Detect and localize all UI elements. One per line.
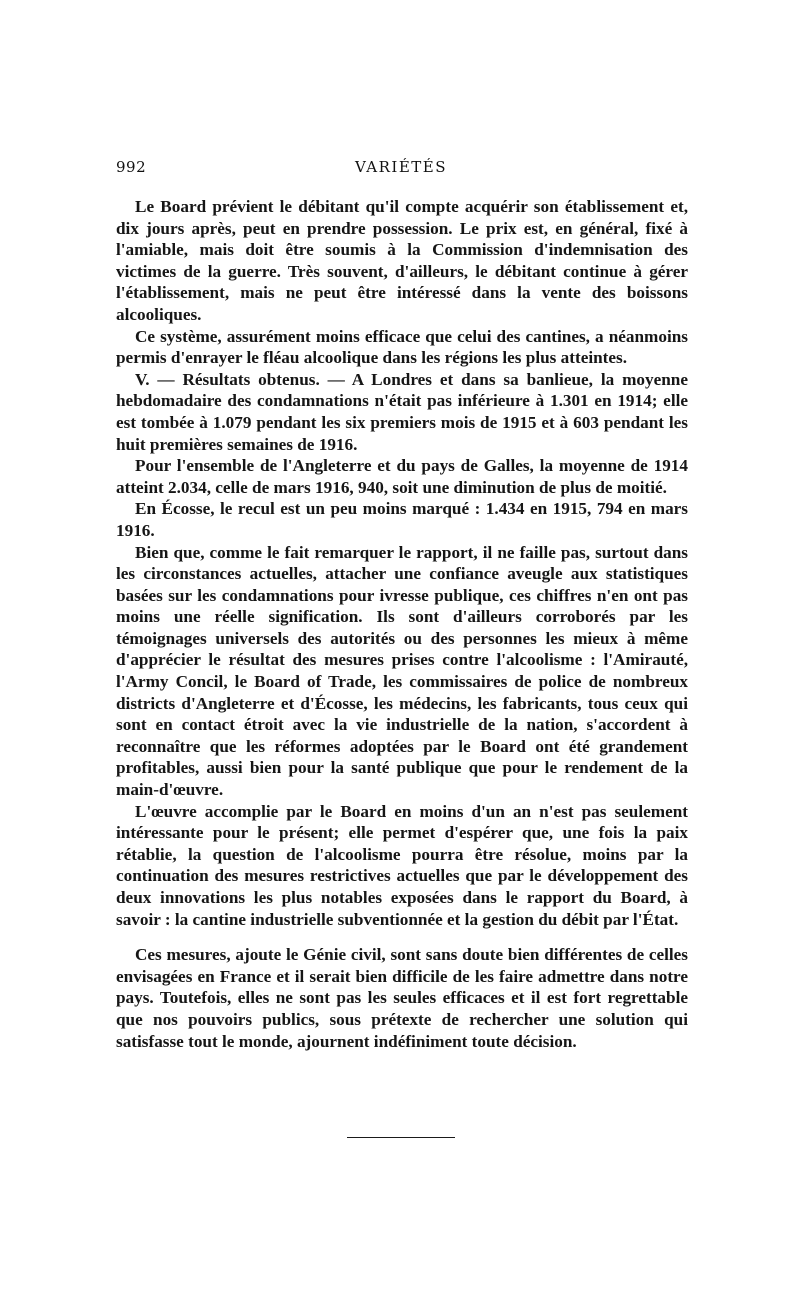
paragraph: Bien que, comme le fait remarquer le rapport, il ne faille pas, surtout dans les circonstances actuelles, attacher une confiance aveugle aux statistiques basées sur les condamnations pour ivresse publique, ces chiffres n'en ont pas moins une réelle signification. Ils sont d'ailleurs corroborés par les témoignages universels des autorités ou des personnes les mieux à même d'apprécier le résultat des mesures prises contre l'alcoolisme : l'Amirauté, l'Army Concil, le Board of Trade, les commissaires de police de nombreux districts d'Angleterre et d'Écosse, les médecins, les fabricants, tous ceux qui sont en contact étroit avec la vie industrielle de la nation, s'accordent à reconnaître que les réformes adoptées par le Board ont été grandement profitables, aussi bien pour la santé publique que pour le rendement de la main-d'œuvre. [116,542,688,800]
page-number: 992 [116,158,147,176]
article-body [116,196,688,1052]
paragraph: V. — Résultats obtenus. — A Londres et dans sa banlieue, la moyenne hebdomadaire des condamnations n'était pas inférieure à 1.301 en 1914; elle est tombée à 1.079 pendant les six premiers mois de 1915 et à 603 pendant les huit premières semaines de 1916. [116,369,688,454]
paragraph: Le Board prévient le débitant qu'il compte acquérir son établissement et, dix jours après, peut en prendre possession. Le prix est, en général, fixé à l'amiable, mais doit être soumis à la Commission d'indemnisation des victimes de la guerre. Très souvent, d'ailleurs, le débitant continue à gérer l'établissement, mais ne peut être intéressé dans la vente des boissons alcooliques. [116,197,688,324]
paragraph: En Écosse, le recul est un peu moins marqué : 1.434 en 1915, 794 en mars 1916. [116,499,688,540]
section-divider [347,1137,455,1138]
paragraph-gap [116,930,688,944]
running-head: VARIÉTÉS [354,158,448,176]
paragraph: Pour l'ensemble de l'Angleterre et du pays de Galles, la moyenne de 1914 atteint 2.034, celle de mars 1916, 940, soit une diminution de plus de moitié. [116,456,688,497]
page-header [116,158,686,182]
paragraph: Ce système, assurément moins efficace que celui des cantines, a néanmoins permis d'enrayer le fléau alcoolique dans les régions les plus atteintes. [116,326,688,368]
paragraph: L'œuvre accomplie par le Board en moins d'un an n'est pas seulement intéressante pour le présent; elle permet d'espérer que, une fois la paix rétablie, la question de l'alcoolisme pourra être résolue, moins par la continuation des mesures restrictives actuelles que par le développement des deux innovations les plus notables exposées dans le rapport du Board, à savoir : la cantine industrielle subventionnée et la gestion du débit par l'État. [116,801,688,929]
paragraph: Ces mesures, ajoute le Génie civil, sont sans doute bien différentes de celles envisagées en France et il serait bien difficile de les faire admettre dans notre pays. Toutefois, elles ne sont pas les seules efficaces et il est fort regrettable que nos pouvoirs publics, sous prétexte de rechercher une solution qui satisfasse tout le monde, ajournent indéfiniment toute décision. [116,945,688,1051]
